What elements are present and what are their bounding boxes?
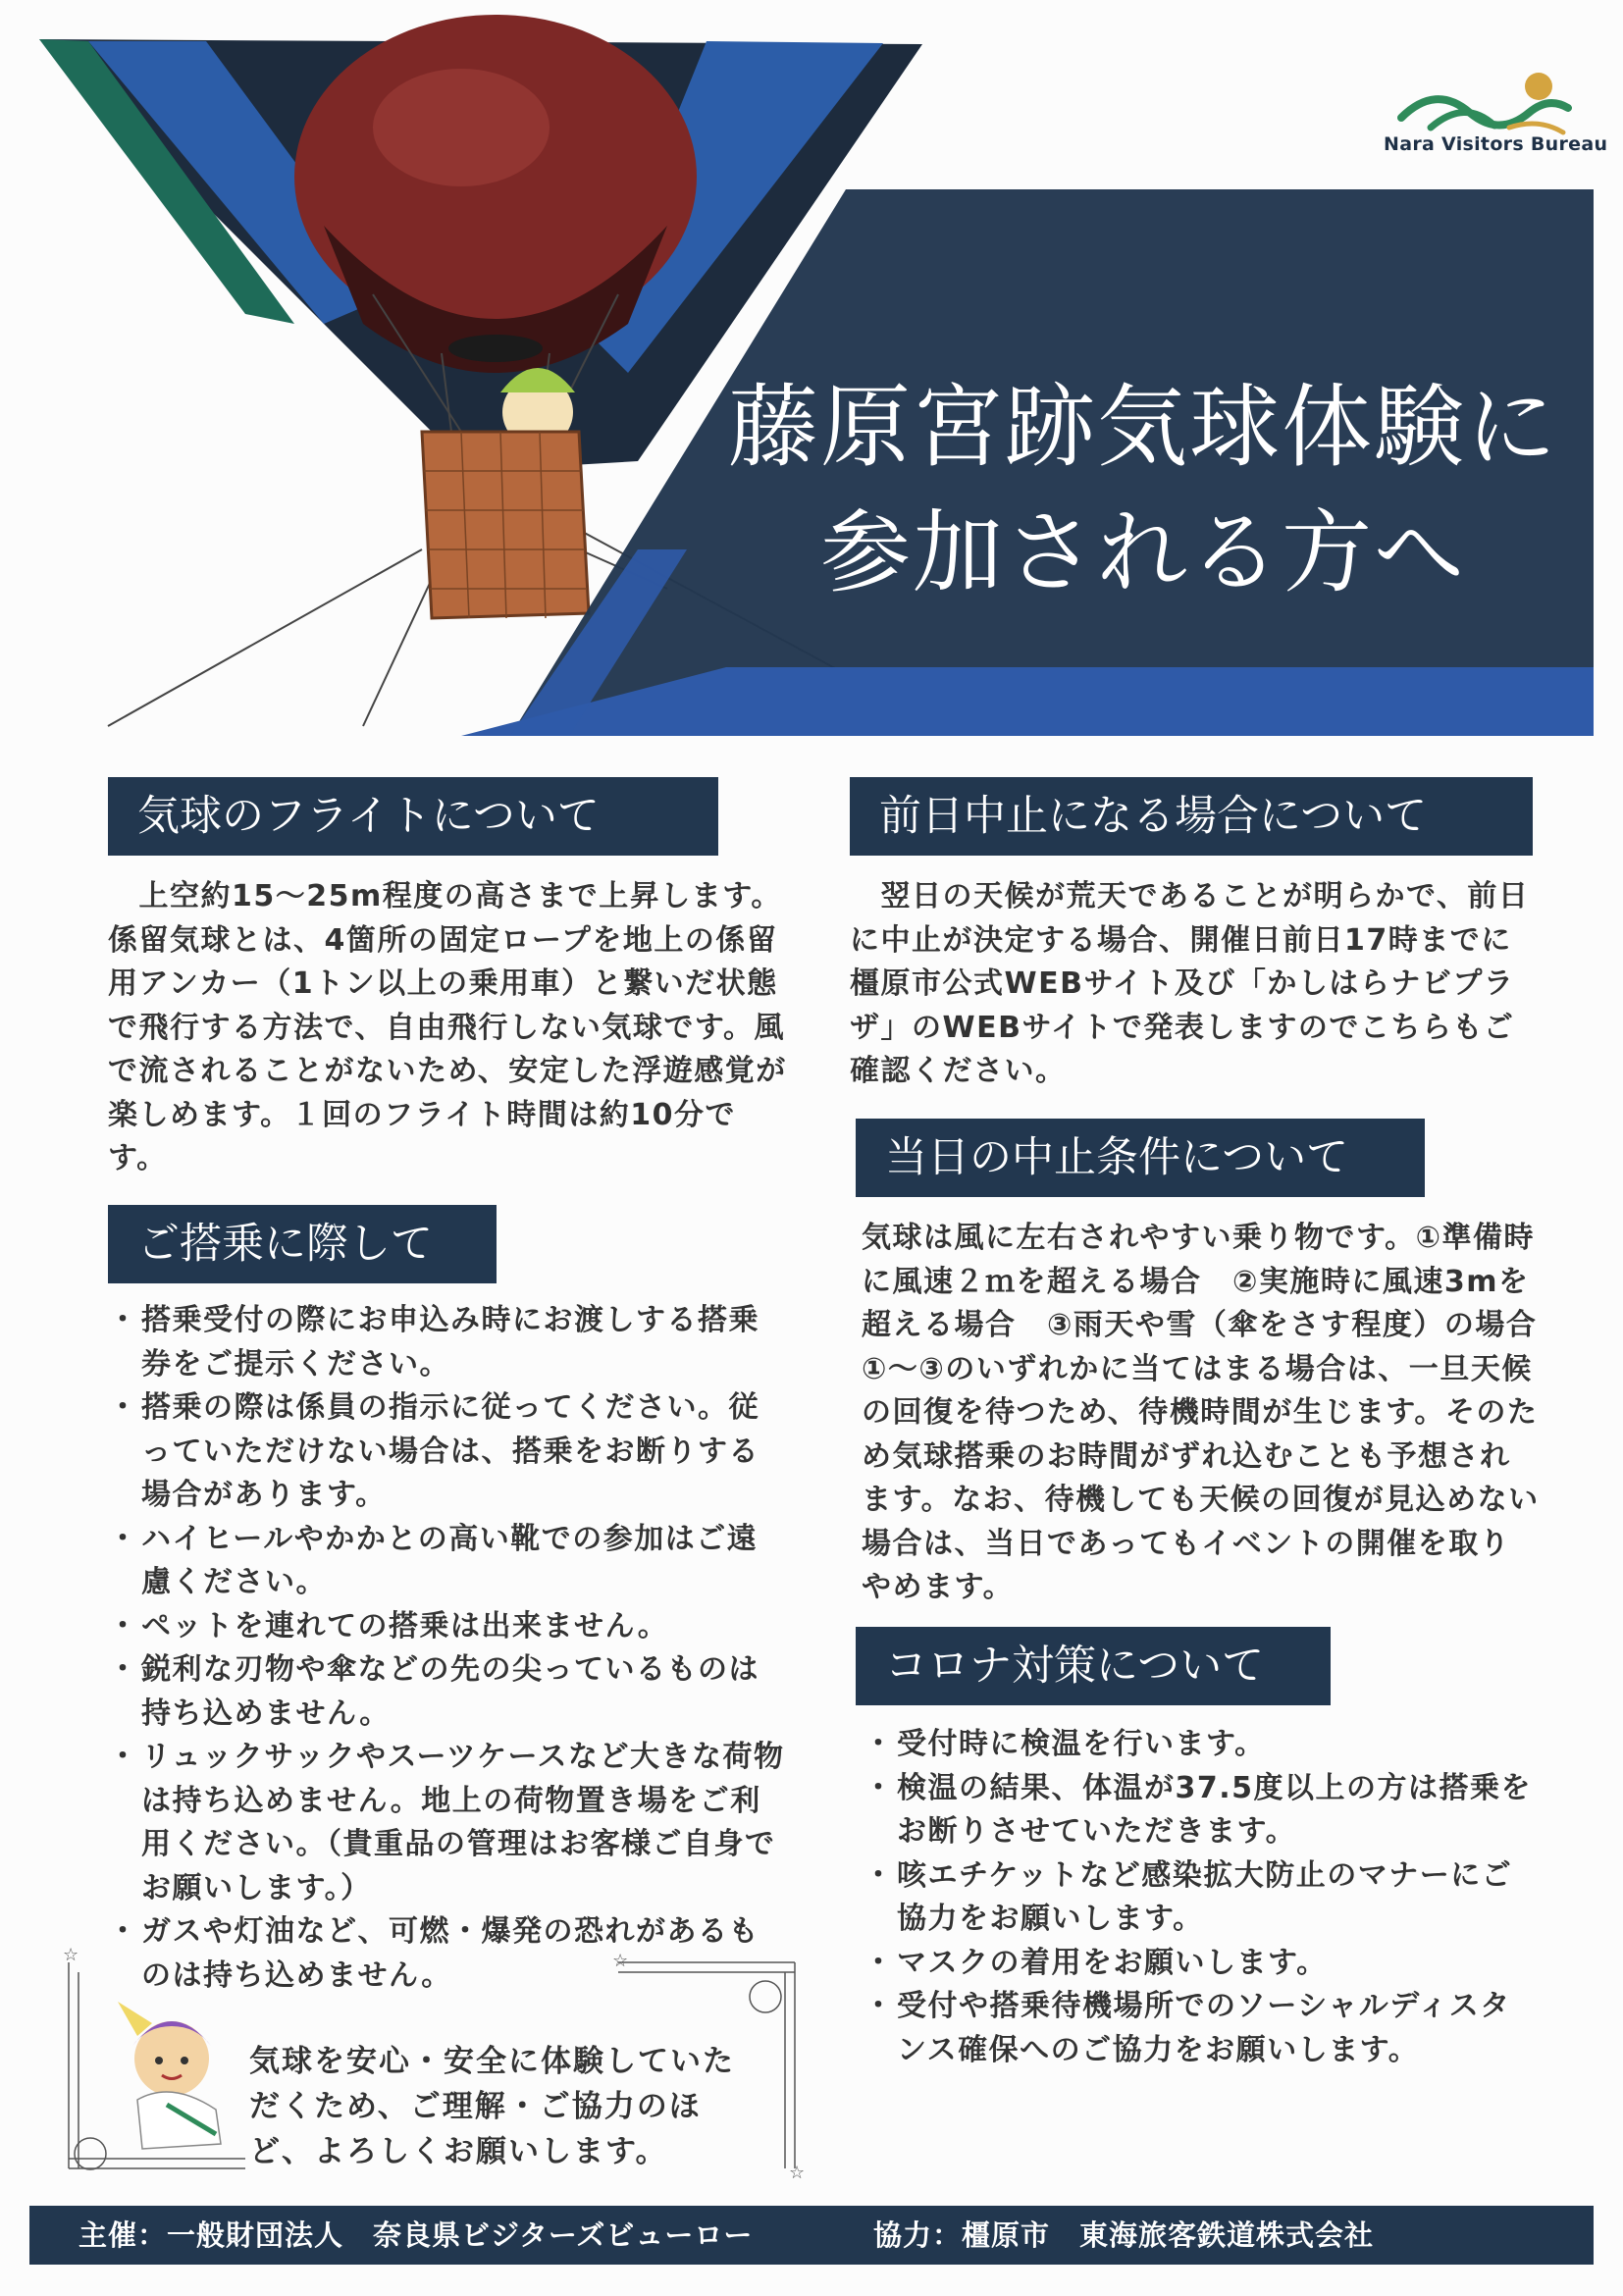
svg-text:☆: ☆	[63, 1945, 79, 1965]
page-title-line1: 藤原宮跡気球体験に	[727, 375, 1558, 480]
prev-day-body: 翌日の天候が荒天であることが明らかで、前日に中止が決定する場合、開催日前日17時までに橿原市公式WEBサイト及び「かしはらナビプラザ」のWEBサイトで発表しますのでこちらもご確認ください。	[850, 879, 1530, 1088]
mascot-character-icon	[118, 2002, 221, 2149]
boarding-item: ・ 鋭利な刃物や傘などの先の尖っているものは持ち込めません。	[108, 1648, 787, 1736]
boarding-item: ・ 搭乗受付の際にお申込み時にお渡しする搭乗券をご提示ください。	[108, 1299, 787, 1386]
section-heading-prev-day: 前日中止になる場合について	[850, 777, 1533, 856]
logo-text: Nara Visitors Bureau	[1384, 133, 1608, 155]
closing-message: 気球を安心・安全に体験していただくため、ご理解・ご協力のほど、よろしくお願いします。	[249, 2044, 735, 2169]
corona-item: ・ マスクの着用をお願いします。	[864, 1942, 1541, 1986]
page-title-line2: 参加される方へ	[819, 500, 1466, 605]
corona-list	[864, 1723, 1541, 2072]
section-heading-flight: 気球のフライトについて	[108, 777, 718, 856]
same-day-body: 気球は風に左右されやすい乗り物です。①準備時に風速２ｍを超える場合 ②実施時に風速3mを超える場合 ③雨天や雪（傘をさす程度）の場合 ①～③のいずれかに当てはまる場合は、一旦天候の回復を待つため、待機時間が生じます。そのため気球搭乗のお時間がずれ込むことも予想されます。なお、待機しても天候の回復が見込めない場合は、当日であってもイベントの開催を取りやめます。	[862, 1221, 1568, 1604]
boarding-item: ・ ペットを連れての搭乗は出来ません。	[108, 1605, 787, 1649]
corona-item: ・ 受付時に検温を行います。	[864, 1723, 1541, 1767]
corona-item: ・ 検温の結果、体温が37.5度以上の方は搭乗をお断りさせていただきます。	[864, 1767, 1541, 1854]
section-heading-boarding: ご搭乗に際して	[108, 1205, 497, 1283]
corona-item: ・ 咳エチケットなど感染拡大防止のマナーにご協力をお願いします。	[864, 1854, 1541, 1942]
flight-body: 上空約15～25m程度の高さまで上昇します。係留気球とは、4箇所の固定ロープを地上の係留用アンカー（1トン以上の乗用車）と繋いだ状態で飛行する方法で、自由飛行しない気球です。風で流されることがないため、安定した浮遊感覚が楽しめます。１回のフライト時間は約10分です。	[108, 879, 787, 1175]
boarding-item: ・ リュックサックやスーツケースなど大きな荷物は持ち込めません。地上の荷物置き場をご利用ください。（貴重品の管理はお客様ご自身でお願いします。）	[108, 1736, 787, 1910]
boarding-list	[108, 1299, 787, 1998]
header-banner	[0, 0, 1623, 746]
boarding-item: ・ ガスや灯油など、可燃・爆発の恐れがあるものは持ち込めません。	[108, 1910, 787, 1998]
footer-bar	[29, 2206, 1594, 2265]
corona-item: ・ 受付や搭乗待機場所でのソーシャルディスタンス確保へのご協力をお願いします。	[864, 1985, 1541, 2072]
section-heading-same-day: 当日の中止条件について	[856, 1119, 1425, 1197]
footer-cooperation: 協力：橿原市 東海旅客鉄道株式会社	[873, 2218, 1375, 2252]
svg-text:☆: ☆	[789, 2163, 806, 2183]
svg-text:☆: ☆	[612, 1951, 629, 1971]
boarding-item: ・ 搭乗の際は係員の指示に従ってください。従っていただけない場合は、搭乗をお断りする場合があります。	[108, 1386, 787, 1518]
footer-organizer: 主催：一般財団法人 奈良県ビジターズビューロー	[79, 2218, 754, 2252]
page-title	[677, 365, 1609, 616]
section-heading-corona: コロナ対策について	[856, 1627, 1331, 1705]
boarding-item: ・ ハイヒールやかかとの高い靴での参加はご遠慮ください。	[108, 1518, 787, 1605]
